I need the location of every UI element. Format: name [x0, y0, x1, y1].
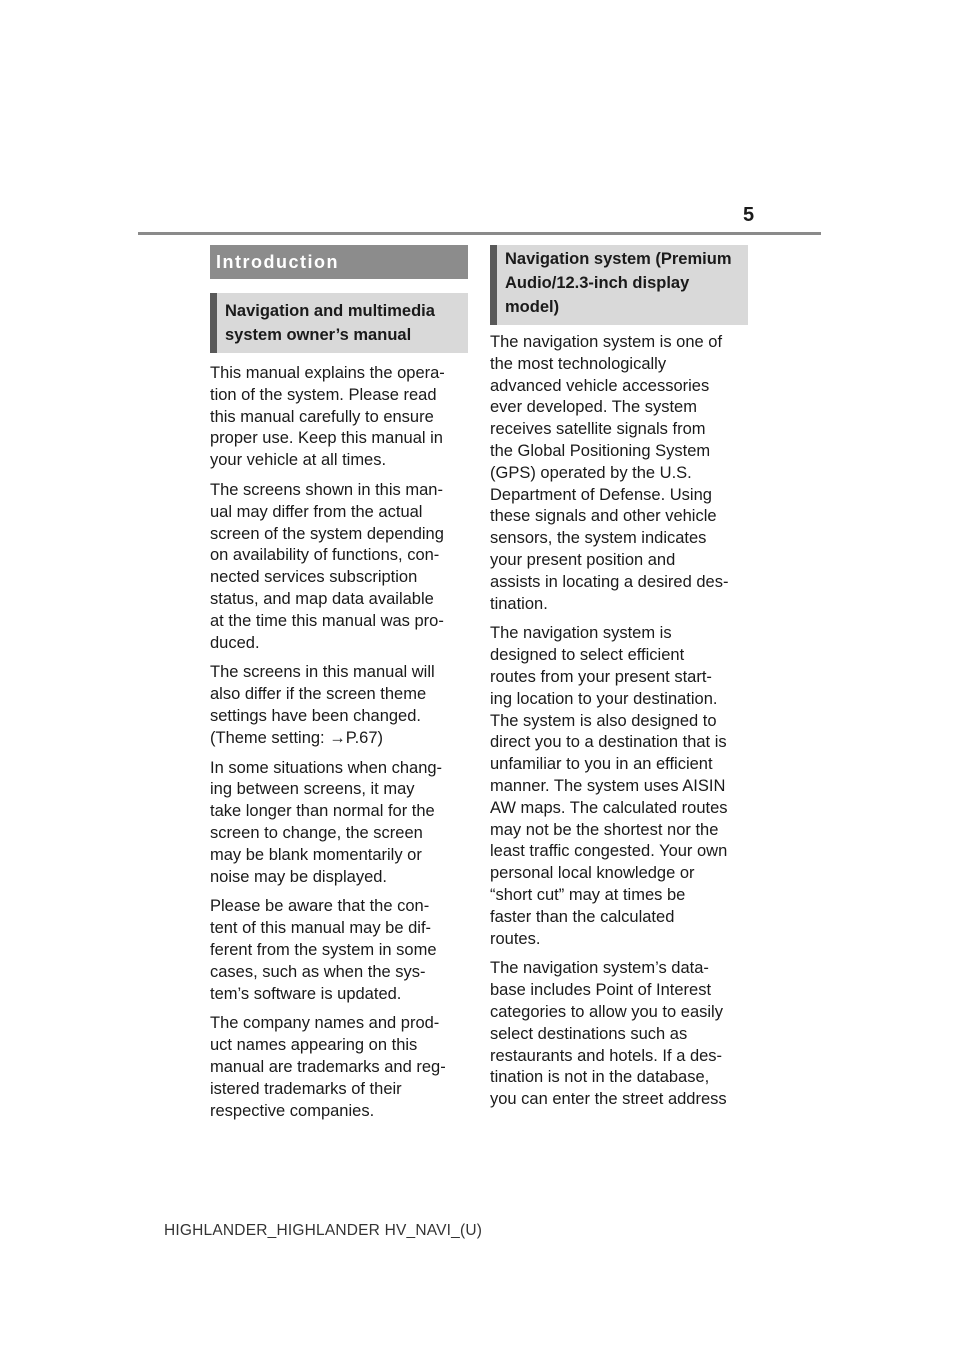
subheading-text: Navigation and multimedia system owner’s manual [225, 302, 435, 344]
theme-setting-page-ref: P.67) [345, 728, 384, 747]
paragraph-changing-screens: In some situations when chang- ing between screens, it may take longer than normal for the screen to change, the screen may be blank momentarily or noise may be displayed. [210, 758, 443, 886]
page-number: 5 [743, 204, 755, 226]
paragraph-navigation-overview: The navigation system is one of the most technologically advanced vehicle accessories ever developed. The system receives satellite signals from the Global Positioning System (GPS) operated by the U.S. Department of Defense. Using these signals and other vehicle sensors, the system indicates your present position and assists in locating a desired des- tination. [490, 333, 729, 613]
paragraph-poi-database: The navigation system’s data- base includes Point of Interest categories to allow you to easily select destinations such as restaurants and hotels. If a des- tination is not in the database, you can enter the street address [490, 959, 727, 1109]
left-column [210, 245, 468, 1130]
right-column [490, 245, 748, 1119]
theme-setting-text: The screens in this manual will also differ if the screen theme settings have been changed. (Theme setting: [210, 663, 435, 747]
theme-setting-link[interactable] [329, 729, 383, 747]
subheading-owners-manual [210, 293, 468, 353]
subheading-text: Navigation system (Premium Audio/12.3-inch display model) [505, 250, 732, 316]
section-title: Introduction [210, 245, 468, 279]
paragraph-trademarks: The company names and prod- uct names appearing on this manual are trademarks and reg- istered trademarks of their respective companies. [210, 1014, 446, 1120]
footer-model-code: HIGHLANDER_HIGHLANDER HV_NAVI_(U) [164, 1222, 483, 1239]
paragraph-manual-purpose: This manual explains the opera- tion of the system. Please read this manual carefully to ensure proper use. Keep this manual in your vehicle at all times. [210, 364, 445, 470]
paragraph-theme-setting [210, 662, 468, 749]
paragraph-route-selection: The navigation system is designed to select efficient routes from your present start- ing location to your destination. The system is also designed to direct you to a destination that is unfamiliar to you in an efficient manner. The system uses AISIN AW maps. The calculated routes may not be the shortest nor the least traffic congested. Your own personal local knowledge or “short cut” may at times be faster than the calculated routes. [490, 624, 728, 948]
subheading-navigation-system [490, 245, 748, 325]
paragraph-content-differ: Please be aware that the con- tent of this manual may be dif- ferent from the system in some cases, such as when the sys- tem’s software is updated. [210, 897, 437, 1003]
right-arrow-icon: → [329, 728, 346, 747]
header-rule [138, 232, 821, 235]
paragraph-screens-differ: The screens shown in this man- ual may differ from the actual screen of the system depending on availability of functions, con- nected services subscription status, and map data available at the time this manual was pro- duced. [210, 480, 444, 652]
